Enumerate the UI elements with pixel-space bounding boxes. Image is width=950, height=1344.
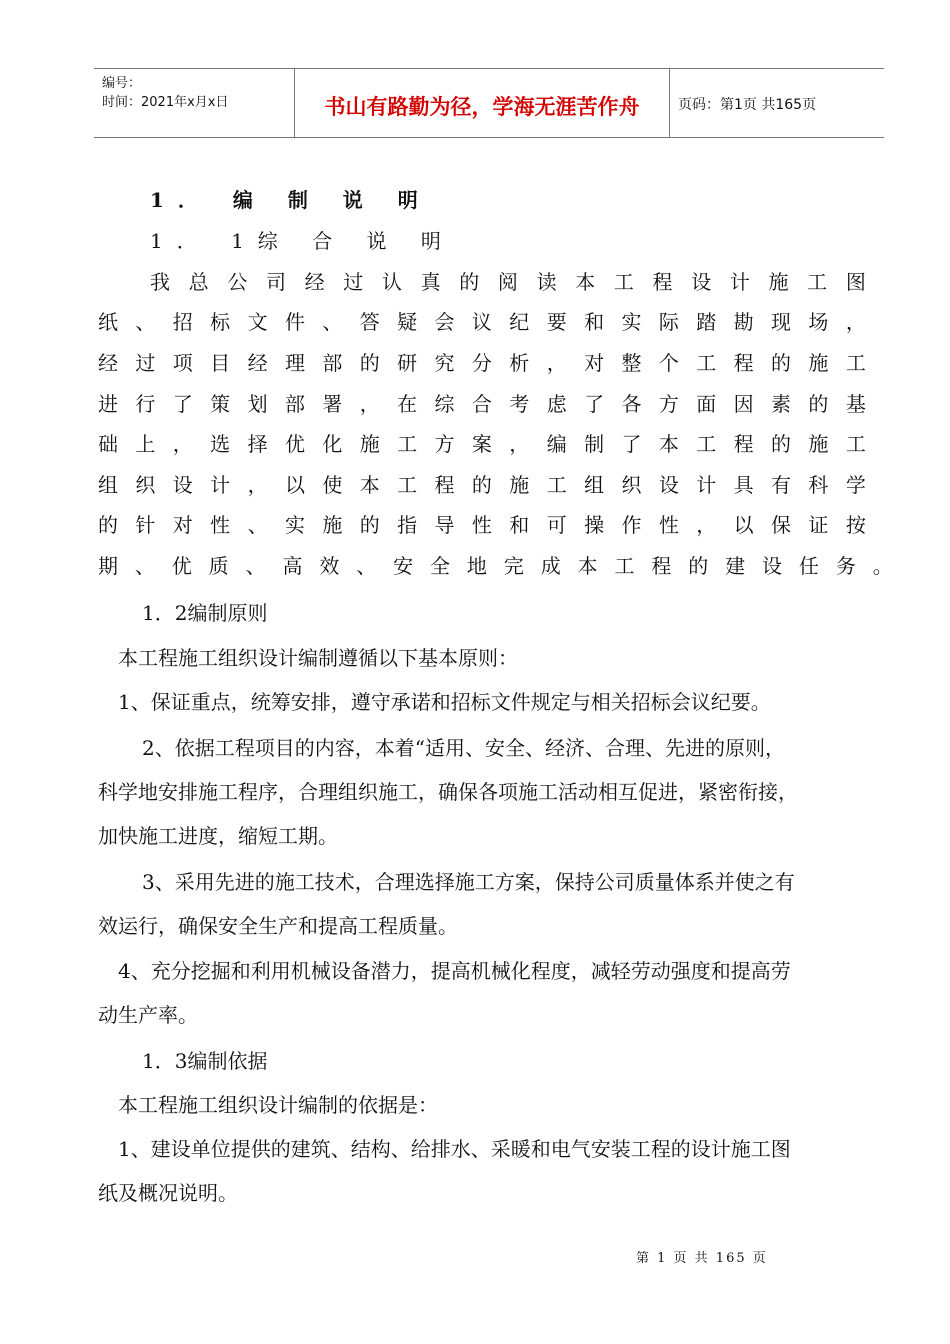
section-heading-1-2: 1．2编制原则 xyxy=(142,601,268,625)
principle-2-line: 2、依据工程项目的内容，本着“适用、安全、经济、合理、先进的原则， xyxy=(142,736,785,760)
header-divider xyxy=(669,69,670,137)
basis-1-line: 1、建设单位提供的建筑、结构、给排水、采暖和电气安装工程的设计施工图 xyxy=(118,1137,791,1161)
page-footer: 第 1 页 共 165 页 xyxy=(636,1251,768,1266)
principle-4-line: 动生产率。 xyxy=(98,1003,198,1027)
overview-line: 组 织 设 计 ， 以 使 本 工 程 的 施 工 组 织 设 计 具 有 科 学 xyxy=(98,473,866,497)
overview-line: 础 上 ， 选 择 优 化 施 工 方 案 ， 编 制 了 本 工 程 的 施 工 xyxy=(98,432,866,456)
principle-2-line: 加快施工进度，缩短工期。 xyxy=(98,824,338,848)
principle-2-line: 科学地安排施工程序，合理组织施工，确保各项施工活动相互促进，紧密衔接， xyxy=(98,780,798,804)
principles-intro: 本工程施工组织设计编制遵循以下基本原则： xyxy=(118,646,518,670)
section-heading-1-3: 1．3编制依据 xyxy=(142,1049,268,1073)
basis-intro: 本工程施工组织设计编制的依据是： xyxy=(118,1093,438,1117)
overview-line: 纸 、 招 标 文 件 、 答 疑 会 议 纪 要 和 实 际 踏 勘 现 场 ， xyxy=(98,310,866,334)
overview-line: 进 行 了 策 划 部 署 ， 在 综 合 考 虑 了 各 方 面 因 素 的 基 xyxy=(98,392,866,416)
overview-line: 期 、 优 质 、 高 效 、 安 全 地 完 成 本 工 程 的 建 设 任 务 。 xyxy=(98,554,893,578)
principle-3-line: 效运行，确保安全生产和提高工程质量。 xyxy=(98,914,458,938)
header-motto: 书山有路勤为径，学海无涯苦作舟 xyxy=(324,95,640,119)
section-heading-1-1: 1． 1综 合 说 明 xyxy=(150,229,455,253)
document-date: 时间：2021年x月x日 xyxy=(102,95,229,110)
header-page-info: 页码：第1页 共165页 xyxy=(678,97,817,113)
document-number-label: 编号： xyxy=(102,76,142,91)
principle-3-line: 3、采用先进的施工技术，合理选择施工方案，保持公司质量体系并使之有 xyxy=(142,870,795,894)
section-heading-1: 1． 编 制 说 明 xyxy=(150,188,432,212)
page-header xyxy=(94,68,884,138)
principle-1: 1、保证重点，统筹安排，遵守承诺和招标文件规定与相关招标会议纪要。 xyxy=(118,690,771,714)
principle-4-line: 4、充分挖掘和利用机械设备潜力，提高机械化程度，减轻劳动强度和提高劳 xyxy=(118,959,791,983)
overview-line: 经 过 项 目 经 理 部 的 研 究 分 析 ， 对 整 个 工 程 的 施 工 xyxy=(98,351,866,375)
overview-line: 我 总 公 司 经 过 认 真 的 阅 读 本 工 程 设 计 施 工 图 xyxy=(150,270,866,294)
basis-1-line: 纸及概况说明。 xyxy=(98,1181,238,1205)
header-divider xyxy=(294,69,295,137)
overview-line: 的 针 对 性 、 实 施 的 指 导 性 和 可 操 作 性 ， 以 保 证 按 xyxy=(98,513,866,537)
